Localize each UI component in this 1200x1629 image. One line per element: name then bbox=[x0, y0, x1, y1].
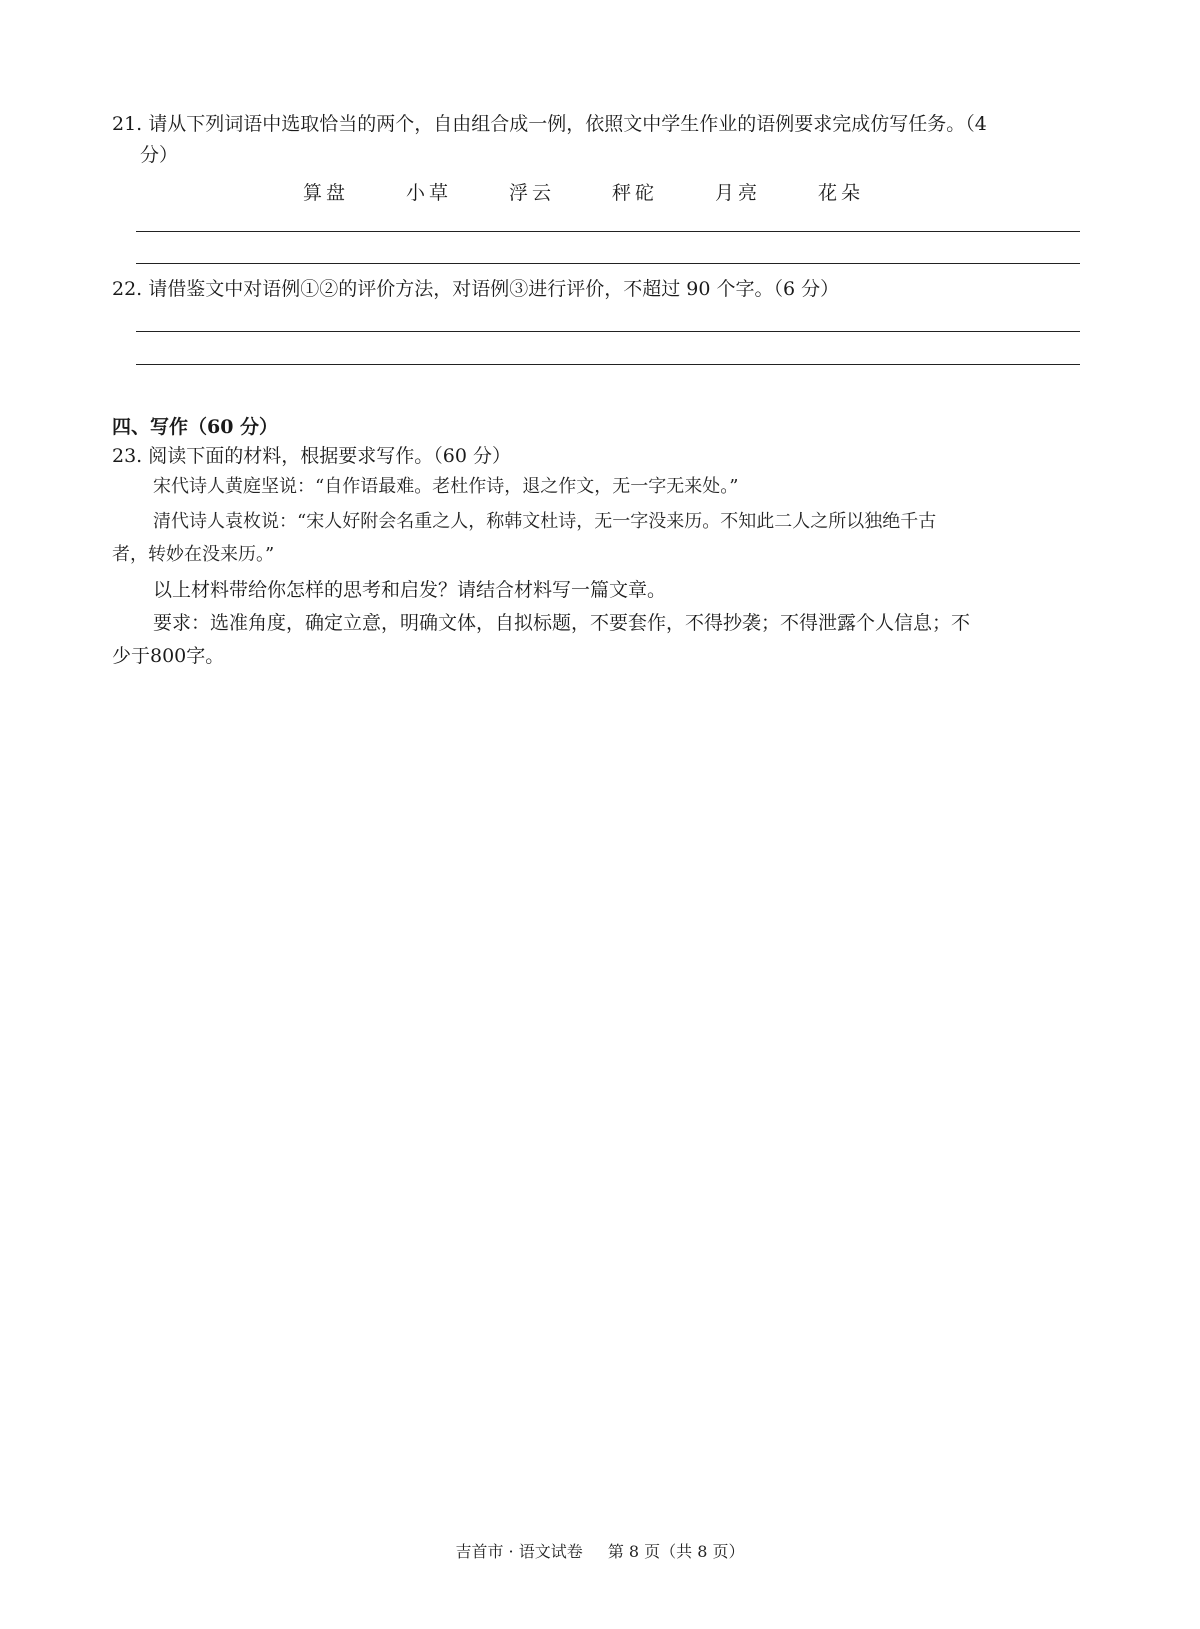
word-choice: 秤砣 bbox=[612, 182, 659, 204]
answer-line[interactable] bbox=[136, 231, 1080, 232]
writing-prompt: 以上材料带给你怎样的思考和启发？请结合材料写一篇文章。 bbox=[153, 579, 667, 601]
page-number: 第 8 页（共 8 页） bbox=[607, 1542, 745, 1561]
exam-name: 吉首市 · 语文试卷 bbox=[455, 1542, 583, 1561]
word-choice: 浮云 bbox=[509, 182, 556, 204]
material-quote-1: 宋代诗人黄庭坚说：“自作语最难。老杜作诗，退之作文，无一字无来处。” bbox=[153, 476, 739, 497]
material-quote-2-line2: 者，转妙在没来历。” bbox=[112, 544, 275, 565]
question-21-line1: 21. 请从下列词语中选取恰当的两个，自由组合成一例，依照文中学生作业的语例要求完成仿写任务。（4 bbox=[112, 113, 987, 135]
question-22: 22. 请借鉴文中对语例①②的评价方法，对语例③进行评价，不超过 90 个字。（6 分） bbox=[112, 278, 840, 300]
word-choice: 算盘 bbox=[303, 182, 350, 204]
writing-requirements-line2: 少于800字。 bbox=[112, 645, 225, 667]
answer-line[interactable] bbox=[136, 263, 1080, 264]
word-choice: 月亮 bbox=[715, 182, 762, 204]
material-quote-2-line1: 清代诗人袁枚说：“宋人好附会名重之人，称韩文杜诗，无一字没来历。不知此二人之所以独绝千古 bbox=[153, 511, 937, 532]
question-21-line2: 分） bbox=[140, 144, 179, 166]
writing-requirements-line1: 要求：选准角度，确定立意，明确文体，自拟标题，不要套作，不得抄袭；不得泄露个人信息；不 bbox=[153, 612, 971, 634]
question-23-intro: 23. 阅读下面的材料，根据要求写作。（60 分） bbox=[112, 445, 511, 467]
page-footer bbox=[0, 1539, 1200, 1562]
section-title-writing: 四、写作（60 分） bbox=[112, 416, 279, 438]
word-choice: 花朵 bbox=[818, 182, 865, 204]
answer-line[interactable] bbox=[136, 331, 1080, 332]
word-choice: 小草 bbox=[406, 182, 453, 204]
answer-line[interactable] bbox=[136, 364, 1080, 365]
